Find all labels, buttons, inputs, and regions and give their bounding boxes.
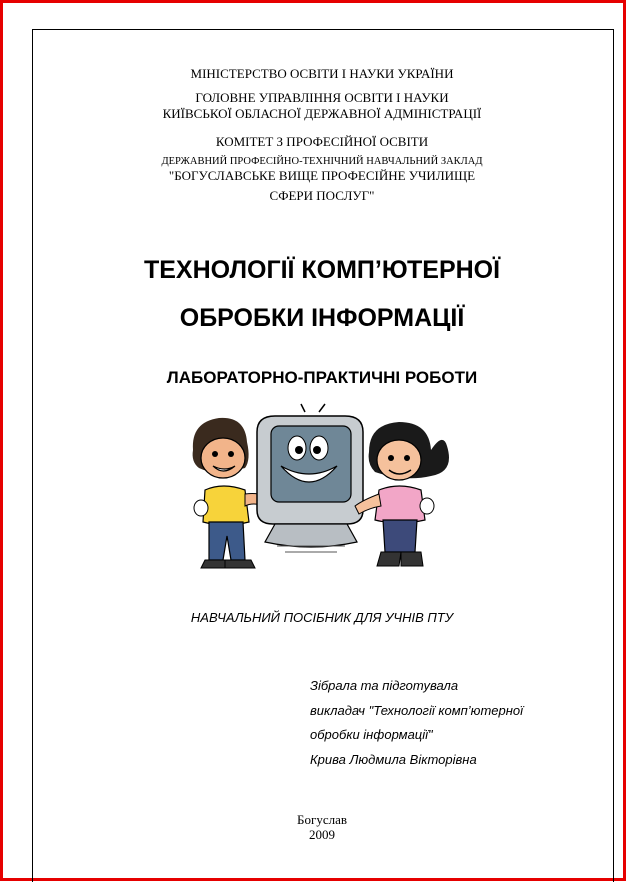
committee-line: КОМІТЕТ З ПРОФЕСІЙНОЇ ОСВІТИ xyxy=(215,134,429,149)
document-title xyxy=(32,246,612,342)
year-label: 2009 xyxy=(309,827,335,842)
author-line-3: обробки інформації" xyxy=(310,727,433,742)
city-label: Богуслав xyxy=(297,812,347,827)
title-line-1: ТЕХНОЛОГІЇ КОМП’ЮТЕРНОЇ xyxy=(143,256,501,284)
institution-name-line-2: СФЕРИ ПОСЛУГ" xyxy=(269,188,375,203)
department-line-2: КИЇВСЬКОЇ ОБЛАСНОЇ ДЕРЖАВНОЇ АДМІНІСТРАЦІЇ xyxy=(162,106,482,121)
girl-cartoon-icon xyxy=(355,422,449,566)
title-line-2: ОБРОБКИ ІНФОРМАЦІЇ xyxy=(179,304,465,332)
document-subtitle: ЛАБОРАТОРНО-ПРАКТИЧНІ РОБОТИ xyxy=(166,368,478,387)
place-and-year xyxy=(32,812,612,842)
institution-name-line-1: "БОГУСЛАВСЬКЕ ВИЩЕ ПРОФЕСІЙНЕ УЧИЛИЩЕ xyxy=(168,168,476,183)
author-block xyxy=(310,674,523,772)
institution-name-block xyxy=(32,166,612,206)
institution-type-line: ДЕРЖАВНИЙ ПРОФЕСІЙНО-ТЕХНІЧНИЙ НАВЧАЛЬНИЙ ЗАКЛАД xyxy=(161,156,483,167)
computer-monitor-cartoon-icon xyxy=(257,404,363,552)
cartoon-illustration xyxy=(185,402,455,582)
boy-cartoon-icon xyxy=(193,418,267,568)
ministry-line: МІНІСТЕРСТВО ОСВІТИ І НАУКИ УКРАЇНИ xyxy=(190,66,454,81)
author-line-1: Зібрала та підготувала xyxy=(310,678,459,693)
department-block xyxy=(32,90,612,122)
guide-label: НАВЧАЛЬНИЙ ПОСІБНИК ДЛЯ УЧНІВ ПТУ xyxy=(190,610,454,625)
author-line-2: викладач "Технології комп’ютерної xyxy=(310,702,524,718)
department-line-1: ГОЛОВНЕ УПРАВЛІННЯ ОСВІТИ І НАУКИ xyxy=(195,90,449,105)
author-line-4: Крива Людмила Вікторівна xyxy=(310,751,477,767)
